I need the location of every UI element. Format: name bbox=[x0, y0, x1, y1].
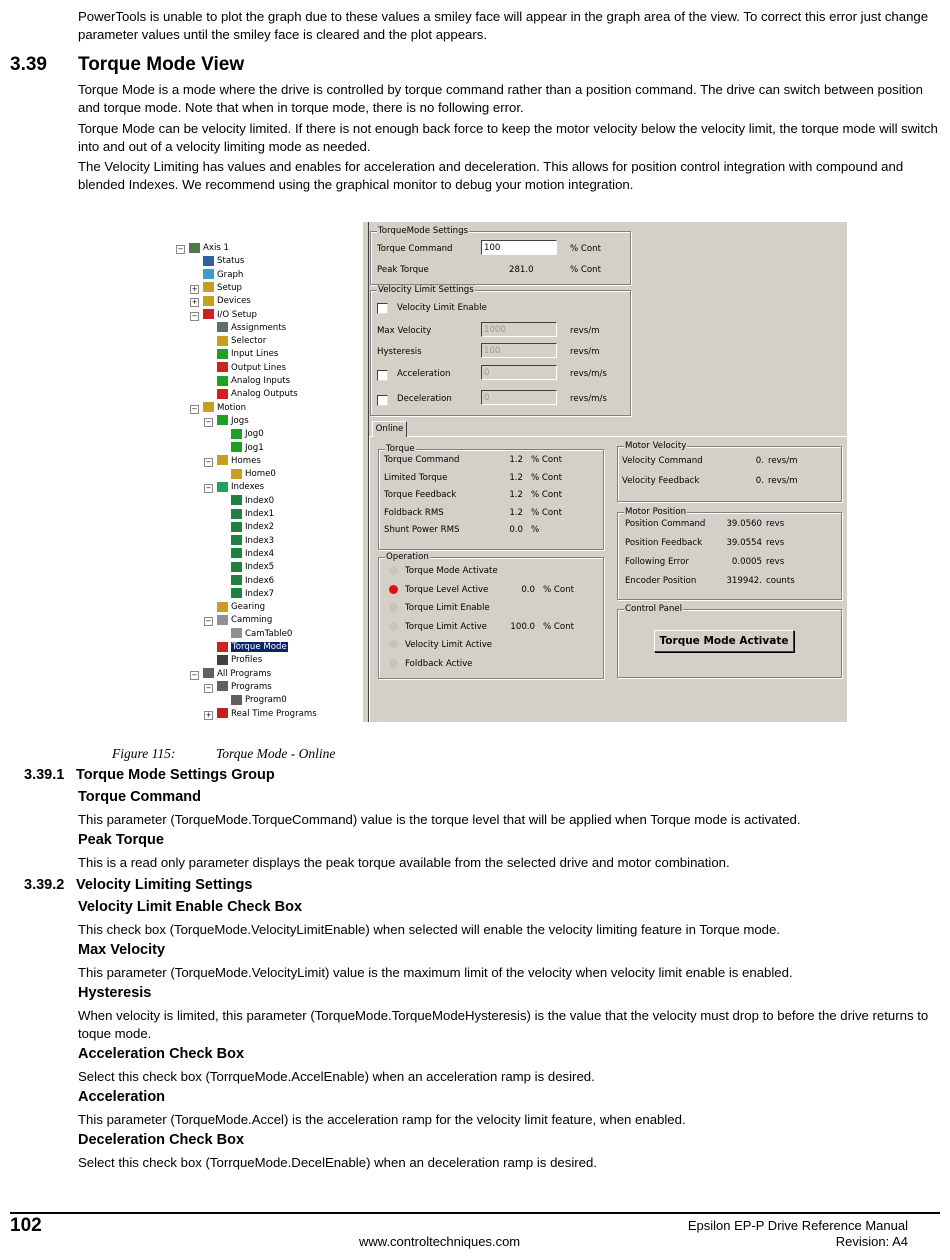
tree-item-label: Index2 bbox=[245, 522, 275, 533]
tree-item[interactable] bbox=[231, 508, 274, 521]
tree-node-icon bbox=[217, 655, 228, 665]
row-value: 1.2 bbox=[509, 507, 523, 518]
subsection-number: 3.39.1 bbox=[24, 767, 65, 783]
tree-node-icon bbox=[217, 389, 228, 399]
item-heading: Torque Command bbox=[78, 789, 201, 805]
group-legend: Velocity Limit Settings bbox=[378, 285, 474, 295]
row-label: Torque Level Active bbox=[405, 584, 489, 595]
body-paragraph: Torque Mode is a mode where the drive is controlled by torque command rather than a position command. The drive can switch between position and torque mode. Note that when in torque mode, there is no following error. bbox=[78, 82, 923, 115]
tree-node-icon bbox=[217, 336, 228, 346]
row-label: Torque Mode Activate bbox=[405, 566, 498, 576]
unit: revs/m bbox=[570, 347, 600, 357]
row-unit: % Cont bbox=[531, 455, 562, 465]
figure-title: Torque Mode - Online bbox=[216, 746, 336, 761]
unit: % Cont bbox=[570, 265, 601, 275]
row-unit: % Cont bbox=[543, 621, 574, 632]
row-value: 0. bbox=[755, 456, 764, 466]
torque-command-input[interactable]: 100 bbox=[481, 240, 557, 255]
tree-item-label: Gearing bbox=[231, 602, 266, 613]
row-unit: % Cont bbox=[531, 490, 562, 500]
operation-group bbox=[378, 552, 604, 679]
hysteresis-label: Hysteresis bbox=[377, 347, 422, 357]
tree-item[interactable] bbox=[231, 588, 274, 601]
item-text: This parameter (TorqueMode.TorqueCommand) value is the torque level that will be applied when Torque mode is activated. bbox=[78, 812, 801, 827]
item-heading: Peak Torque bbox=[78, 832, 164, 848]
row-value: 100.0 bbox=[510, 621, 535, 632]
row-label: Torque Limit Active bbox=[405, 621, 487, 632]
row-value: 0.0 bbox=[521, 584, 535, 595]
tree-item[interactable] bbox=[217, 348, 278, 361]
torque-mode-activate-button[interactable]: Torque Mode Activate bbox=[654, 630, 794, 652]
tree-item[interactable] bbox=[231, 575, 274, 588]
tree-node-icon bbox=[203, 309, 214, 319]
tree-item[interactable] bbox=[217, 455, 261, 468]
tree-item-label: Selector bbox=[231, 336, 267, 347]
row-unit: revs/m bbox=[768, 456, 798, 466]
torque-group bbox=[378, 444, 604, 550]
tree-item[interactable] bbox=[217, 481, 264, 494]
tree-item[interactable] bbox=[217, 335, 266, 348]
body-paragraph: The Velocity Limiting has values and enables for acceleration and deceleration. This allows for position control integration with compound and blended Indexes. We recommend using the graphical monitor to debug your motion integration. bbox=[78, 159, 904, 192]
tree-item-label: Programs bbox=[231, 681, 272, 692]
tree-node-icon bbox=[231, 695, 242, 705]
tree-item-label: Analog Outputs bbox=[231, 389, 298, 400]
tree-node-icon bbox=[217, 362, 228, 372]
item-heading: Velocity Limit Enable Check Box bbox=[78, 899, 303, 915]
tree-item[interactable] bbox=[231, 495, 274, 508]
item-heading: Deceleration Check Box bbox=[78, 1132, 245, 1148]
tree-node-icon bbox=[217, 349, 228, 359]
tree-item[interactable] bbox=[189, 242, 229, 255]
tree-item[interactable] bbox=[217, 601, 265, 614]
row-label: Encoder Position bbox=[625, 576, 697, 586]
tree-expander[interactable]: − bbox=[205, 484, 212, 493]
tree-item[interactable] bbox=[217, 708, 317, 721]
tree-item-label: Index4 bbox=[245, 548, 275, 559]
tree-node-icon bbox=[231, 429, 242, 439]
tree-item-label: Analog Inputs bbox=[231, 376, 291, 386]
tree-node-icon bbox=[217, 642, 228, 652]
row-unit: counts bbox=[766, 576, 795, 586]
item-text: This parameter (TorqueMode.VelocityLimit) value is the maximum limit of the velocity when velocity limit enable is enabled. bbox=[78, 965, 793, 980]
tree-item-label: Input Lines bbox=[231, 349, 279, 360]
tree-item-label: Torque Mode bbox=[232, 642, 287, 652]
section-number: 3.39 bbox=[10, 54, 47, 75]
tree-item[interactable] bbox=[217, 388, 298, 401]
tree-item[interactable] bbox=[203, 295, 251, 308]
acceleration-label: Acceleration bbox=[397, 369, 451, 379]
tree-node-icon bbox=[231, 548, 242, 558]
figure-label: Figure 115: bbox=[112, 746, 176, 761]
status-indicator-icon bbox=[389, 640, 398, 649]
tree-item[interactable] bbox=[217, 375, 290, 388]
tree-item[interactable] bbox=[217, 322, 286, 335]
torque-command-label: Torque Command bbox=[377, 244, 453, 254]
tree-item[interactable] bbox=[217, 415, 249, 428]
tree-item-label: Index1 bbox=[245, 509, 275, 519]
item-text: This is a read only parameter displays the peak torque available from the selected drive and motor combination. bbox=[78, 855, 730, 870]
tree-node-icon bbox=[203, 256, 214, 266]
row-value: 1.2 bbox=[509, 472, 523, 483]
unit: revs/m/s bbox=[570, 369, 607, 379]
row-label: Foldback RMS bbox=[384, 507, 444, 518]
velocity-limit-enable-checkbox[interactable] bbox=[377, 303, 388, 314]
row-label: Torque Limit Enable bbox=[405, 603, 490, 613]
row-unit: revs bbox=[766, 557, 785, 567]
tree-node-icon bbox=[231, 509, 242, 519]
tree-item[interactable] bbox=[217, 681, 272, 694]
tree-item[interactable] bbox=[231, 628, 292, 641]
unit: % Cont bbox=[570, 244, 601, 254]
tree-expander[interactable]: + bbox=[205, 710, 212, 719]
tree-node-icon bbox=[231, 495, 242, 505]
tree-node-icon bbox=[217, 455, 228, 465]
row-label: Foldback Active bbox=[405, 658, 473, 669]
tree-item[interactable] bbox=[231, 521, 274, 534]
tree-node-icon bbox=[217, 681, 228, 691]
tree-expander[interactable]: − bbox=[191, 404, 198, 413]
row-label: Position Feedback bbox=[625, 538, 703, 548]
tree-item-label: Motion bbox=[217, 402, 247, 413]
row-value: 1.2 bbox=[509, 455, 523, 465]
tree-item-label: CamTable0 bbox=[245, 628, 293, 639]
tree-node-icon bbox=[217, 376, 228, 386]
splitter[interactable] bbox=[362, 222, 369, 722]
tree-item[interactable] bbox=[203, 255, 244, 268]
row-value: 39.0554 bbox=[726, 538, 762, 548]
tree-node-icon bbox=[231, 588, 242, 598]
tree-item[interactable] bbox=[217, 654, 262, 667]
page-number: 102 bbox=[10, 1215, 42, 1236]
row-unit: revs bbox=[766, 538, 785, 548]
tree-node-icon bbox=[203, 296, 214, 306]
tree-expander[interactable]: − bbox=[205, 457, 212, 466]
status-indicator-icon bbox=[389, 622, 398, 631]
tree-item-label: Index7 bbox=[245, 588, 275, 599]
tree-item[interactable] bbox=[217, 614, 272, 627]
item-text: This check box (TorqueMode.VelocityLimitEnable) when selected will enable the velocity limiting feature in Torque mode. bbox=[78, 922, 780, 937]
row-label: Following Error bbox=[625, 557, 689, 567]
acceleration-input[interactable]: 0 bbox=[481, 365, 557, 380]
tree-item-label: I/O Setup bbox=[217, 309, 257, 320]
tree-item-label: Index3 bbox=[245, 535, 275, 546]
group-legend: TorqueMode Settings bbox=[378, 226, 469, 236]
tree-item-label: Real Time Programs bbox=[231, 708, 317, 719]
item-text: This parameter (TorqueMode.Accel) is the acceleration ramp for the velocity limit feature, when enabled. bbox=[78, 1112, 686, 1127]
row-label: Limited Torque bbox=[384, 472, 448, 483]
revision: Revision: A4 bbox=[835, 1234, 908, 1249]
item-heading: Hysteresis bbox=[78, 985, 152, 1001]
tree-item-label: Axis 1 bbox=[203, 243, 230, 253]
footer-rule bbox=[10, 1212, 940, 1214]
row-label: Torque Command bbox=[384, 455, 460, 465]
deceleration-input[interactable]: 0 bbox=[481, 390, 557, 405]
tree-item-label: Home0 bbox=[245, 469, 276, 480]
deceleration-checkbox[interactable] bbox=[377, 395, 388, 406]
subsection-heading bbox=[24, 767, 275, 783]
tree-item-label: Homes bbox=[231, 455, 261, 466]
tree-item-label: Status bbox=[217, 256, 245, 267]
max-velocity-input[interactable]: 1000 bbox=[481, 322, 557, 337]
tree-node-icon bbox=[203, 668, 214, 678]
tree-item[interactable] bbox=[231, 535, 274, 548]
row-value: 39.0560 bbox=[726, 519, 762, 529]
status-indicator-icon bbox=[389, 585, 398, 594]
project-tree bbox=[171, 222, 363, 722]
row-unit: revs bbox=[766, 519, 785, 529]
group-legend: Control Panel bbox=[625, 604, 682, 614]
row-unit: % bbox=[531, 525, 540, 535]
tree-node-icon bbox=[189, 243, 200, 253]
tree-node-icon bbox=[231, 469, 242, 479]
tree-node-icon bbox=[217, 415, 228, 425]
acceleration-checkbox[interactable] bbox=[377, 370, 388, 381]
max-velocity-label: Max Velocity bbox=[377, 326, 432, 336]
tree-node-icon bbox=[203, 282, 214, 292]
tree-node-icon bbox=[231, 442, 242, 452]
tree-expander[interactable]: − bbox=[205, 417, 212, 426]
group-legend: Motor Position bbox=[625, 507, 687, 517]
tree-item[interactable] bbox=[231, 561, 274, 574]
item-text: When velocity is limited, this parameter (TorqueMode.TorqueModeHysteresis) is the value that the velocity must drop to before the drive returns to toque mode. bbox=[78, 1008, 929, 1041]
tree-item-label: Index5 bbox=[245, 562, 275, 573]
peak-torque-label: Peak Torque bbox=[377, 265, 429, 275]
hysteresis-input[interactable]: 100 bbox=[481, 343, 557, 358]
row-value: 0. bbox=[755, 476, 764, 486]
torque-mode-screenshot bbox=[171, 222, 847, 722]
item-text: Select this check box (TorrqueMode.DecelEnable) when an deceleration ramp is desired. bbox=[78, 1155, 597, 1170]
tree-item-label: All Programs bbox=[217, 668, 272, 679]
row-label: Shunt Power RMS bbox=[384, 525, 460, 535]
tree-node-icon bbox=[203, 402, 214, 412]
tree-node-icon bbox=[217, 322, 228, 332]
tree-item[interactable] bbox=[217, 641, 288, 654]
manual-title: Epsilon EP-P Drive Reference Manual bbox=[687, 1218, 908, 1233]
row-unit: revs/m bbox=[768, 476, 798, 486]
tree-item[interactable] bbox=[231, 468, 276, 481]
group-legend: Torque bbox=[386, 444, 415, 454]
row-value: 1.2 bbox=[509, 490, 523, 500]
tree-item[interactable] bbox=[217, 362, 286, 375]
tree-expander[interactable]: − bbox=[191, 311, 198, 320]
subsection-title: Velocity Limiting Settings bbox=[76, 877, 253, 893]
tree-node-icon bbox=[231, 562, 242, 572]
velocity-limit-settings-group bbox=[370, 285, 631, 416]
status-indicator-icon bbox=[389, 566, 398, 575]
tree-item[interactable] bbox=[203, 402, 246, 415]
tree-item-label: Jogs bbox=[231, 415, 249, 426]
footer-url[interactable]: www.controltechniques.com bbox=[359, 1234, 521, 1249]
row-label: Velocity Command bbox=[622, 456, 703, 466]
tree-node-icon bbox=[203, 269, 214, 279]
tree-item-label: Setup bbox=[217, 282, 243, 293]
tree-item[interactable] bbox=[203, 282, 242, 295]
group-legend: Motor Velocity bbox=[625, 441, 687, 451]
tree-node-icon bbox=[217, 482, 228, 492]
group-legend: Operation bbox=[386, 552, 429, 562]
row-unit: % Cont bbox=[531, 472, 562, 483]
tree-item[interactable] bbox=[231, 694, 287, 707]
tree-item-label: Output Lines bbox=[231, 362, 286, 373]
deceleration-label: Deceleration bbox=[397, 394, 452, 404]
peak-torque-value: 281.0 bbox=[509, 265, 534, 275]
intro-paragraph: PowerTools is unable to plot the graph due to these values a smiley face will appear in the graph area of the view. To correct this error just change parameter values until the smiley face is cleared and the plot appears. bbox=[78, 9, 929, 42]
tree-node-icon bbox=[231, 575, 242, 585]
tree-node-icon bbox=[217, 602, 228, 612]
unit: revs/m/s bbox=[570, 394, 607, 404]
row-label: Velocity Feedback bbox=[622, 476, 700, 486]
tree-expander[interactable]: − bbox=[191, 670, 198, 679]
status-indicator-icon bbox=[389, 603, 398, 612]
row-label: Torque Feedback bbox=[384, 490, 457, 500]
tree-item-label: Jog1 bbox=[245, 442, 264, 453]
row-label: Velocity Limit Active bbox=[405, 640, 493, 650]
unit: revs/m bbox=[570, 326, 600, 336]
motor-position-group bbox=[617, 507, 842, 600]
tree-node-icon bbox=[217, 708, 228, 718]
row-value: 0.0005 bbox=[731, 557, 762, 567]
tree-expander[interactable]: − bbox=[177, 245, 184, 253]
subsection-title: Torque Mode Settings Group bbox=[76, 767, 275, 783]
row-unit: % Cont bbox=[543, 584, 574, 595]
tree-expander[interactable]: − bbox=[205, 617, 212, 626]
item-heading: Acceleration Check Box bbox=[78, 1046, 245, 1062]
tree-item-label: Assignments bbox=[231, 322, 287, 333]
velocity-limit-enable-label: Velocity Limit Enable bbox=[397, 303, 487, 313]
tree-item[interactable] bbox=[203, 668, 271, 681]
tree-node-icon bbox=[231, 522, 242, 532]
tree-node-icon bbox=[217, 615, 228, 625]
tree-item-label: Devices bbox=[217, 296, 251, 307]
tree-expander[interactable]: − bbox=[205, 683, 212, 692]
tree-item[interactable] bbox=[231, 548, 274, 561]
tree-item-label: Indexes bbox=[231, 482, 265, 493]
subsection-heading bbox=[24, 877, 252, 893]
tree-node-icon bbox=[231, 628, 242, 638]
row-value: 319942. bbox=[726, 576, 762, 586]
body-paragraph: Torque Mode can be velocity limited. If there is not enough back force to keep the motor velocity below the velocity limit, the torque mode will switch into and out of a velocity limiting mode as needed. bbox=[78, 121, 938, 154]
row-label: Position Command bbox=[625, 519, 706, 529]
item-text: Select this check box (TorrqueMode.AccelEnable) when an acceleration ramp is desired. bbox=[78, 1069, 595, 1084]
tree-item-label: Graph bbox=[217, 269, 244, 280]
tab-online[interactable]: Online bbox=[372, 421, 407, 437]
subsection-number: 3.39.2 bbox=[24, 877, 65, 893]
row-unit: % Cont bbox=[531, 507, 562, 518]
motor-velocity-group bbox=[617, 441, 842, 502]
tree-expander[interactable]: + bbox=[191, 298, 198, 307]
torque-mode-settings-group bbox=[370, 226, 631, 285]
tree-item-label: Index0 bbox=[245, 495, 275, 506]
tree-item[interactable] bbox=[203, 309, 257, 322]
tree-item[interactable] bbox=[231, 442, 264, 455]
tree-item-label: Jog0 bbox=[245, 429, 264, 440]
tree-item-label: Camming bbox=[231, 615, 273, 626]
item-heading: Acceleration bbox=[78, 1089, 166, 1105]
row-value: 0.0 bbox=[509, 525, 523, 535]
item-heading: Max Velocity bbox=[78, 942, 166, 958]
tree-item[interactable] bbox=[231, 428, 264, 441]
status-indicator-icon bbox=[389, 659, 398, 668]
tree-node-icon bbox=[231, 535, 242, 545]
tree-item[interactable] bbox=[203, 269, 243, 282]
tree-expander[interactable]: + bbox=[191, 284, 198, 293]
tree-item-label: Program0 bbox=[245, 695, 287, 706]
tree-item-label: Profiles bbox=[231, 655, 263, 666]
section-title: Torque Mode View bbox=[78, 54, 245, 75]
tree-item-label: Index6 bbox=[245, 575, 275, 586]
